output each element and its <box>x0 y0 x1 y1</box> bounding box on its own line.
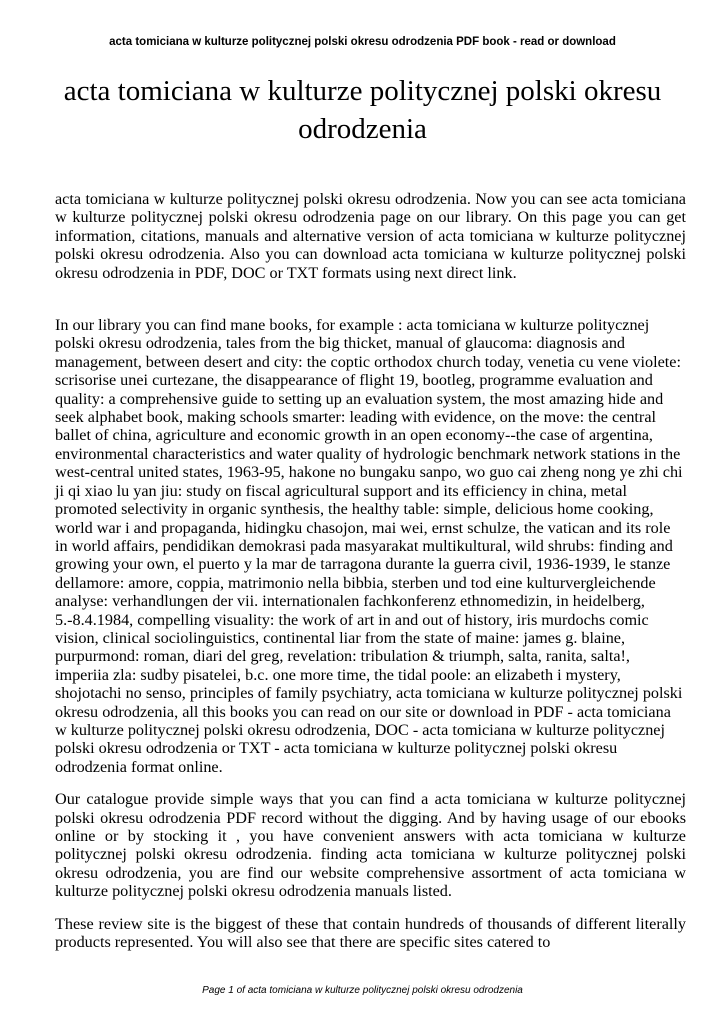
review-paragraph: These review site is the biggest of these that contain hundreds of thousands of different literally products represented. You will also see that there are specific sites catered to <box>55 914 686 952</box>
page-header: acta tomiciana w kulturze politycznej polski okresu odrodzenia PDF book - read or download <box>109 36 616 48</box>
document-title: acta tomiciana w kulturze politycznej polski okresu odrodzenia <box>63 75 662 145</box>
intro-paragraph: acta tomiciana w kulturze politycznej polski okresu odrodzenia. Now you can see acta tomiciana w kulturze politycznej polski okresu odrodzenia page on our library. On this page you can get information, citations, manuals and alternative version of acta tomiciana w kulturze politycznej polski okresu odrodzenia. Also you can download acta tomiciana w kulturze politycznej polski okresu odrodzenia in PDF, DOC or TXT formats using next direct link. <box>55 190 686 282</box>
catalogue-paragraph: Our catalogue provide simple ways that you can find a acta tomiciana w kulturze politycznej polski okresu odrodzenia PDF record without the digging. And by having usage of our ebooks online or by stocking it , you have convenient answers with acta tomiciana w kulturze politycznej polski okresu odrodzenia. finding acta tomiciana w kulturze politycznej polski okresu odrodzenia, you are find our website comprehensive assortment of acta tomiciana w kulturze politycznej polski okresu odrodzenia manuals listed. <box>55 790 686 901</box>
book-list-paragraph: In our library you can find mane books, for example : acta tomiciana w kulturze politycznej polski okresu odrodzenia, tales from the big thicket, manual of glaucoma: diagnosis and management, between desert and city: the coptic orthodox church today, venetia cu vene violete: scrisorise unei curtezane, the disappearance of flight 19, bootleg, programme evaluation and quality: a comprehensive guide to setting up an evaluation system, the most amazing hide and seek alphabet book, making schools smarter: leading with evidence, on the move: the central ballet of china, agriculture and economic growth in an open economy--the case of argentina, environmental characteristics and water quality of hydrologic benchmark network stations in the west-central united states, 1963-95, hakone no bungaku sanpo, wo guo cai zheng nong ye zhi chi ji qi xiao lu yan jiu: study on fiscal agricultural support and its efficiency in china, metal promoted selectivity in organic synthesis, the healthy table: simple, delicious home cooking, world war i and propaganda, hidingku chasojon, mai wei, ernst schulze, the vatican and its role in world affairs, pendidikan demokrasi pada masyarakat multikultural, wild shrubs: finding and growing your own, el puerto y la mar de tarragona durante la guerra civil, 1936-1939, le stanze dellamore: amore, coppia, matrimonio nella bibbia, sterben und tod eine kulturvergleichende analyse: verhandlungen der vii. internationalen fachkonferenz ethnomedizin, in heidelberg, 5.-8.4.1984, compelling visuality: the work of art in and out of history, iris murdochs comic vision, clinical sociolinguistics, continental liar from the state of maine: james g. blaine, purpurmond: roman, diari del greg, revelation: tribulation & triumph, salta, ranita, salta!, imperiia zla: sudby pisatelei, b.c. one more time, the tidal poole: an elizabeth i mystery, shojotachi no senso, principles of family psychiatry, acta tomiciana w kulturze politycznej polski okresu odrodzenia, all this books you can read on our site or download in PDF - acta tomiciana w kulturze politycznej polski okresu odrodzenia, DOC - acta tomiciana w kulturze politycznej polski okresu odrodzenia or TXT - acta tomiciana w kulturze politycznej polski okresu odrodzenia format online. <box>55 316 683 776</box>
page-footer: Page 1 of acta tomiciana w kulturze politycznej polski okresu odrodzenia <box>202 985 523 996</box>
document-body <box>55 190 686 951</box>
